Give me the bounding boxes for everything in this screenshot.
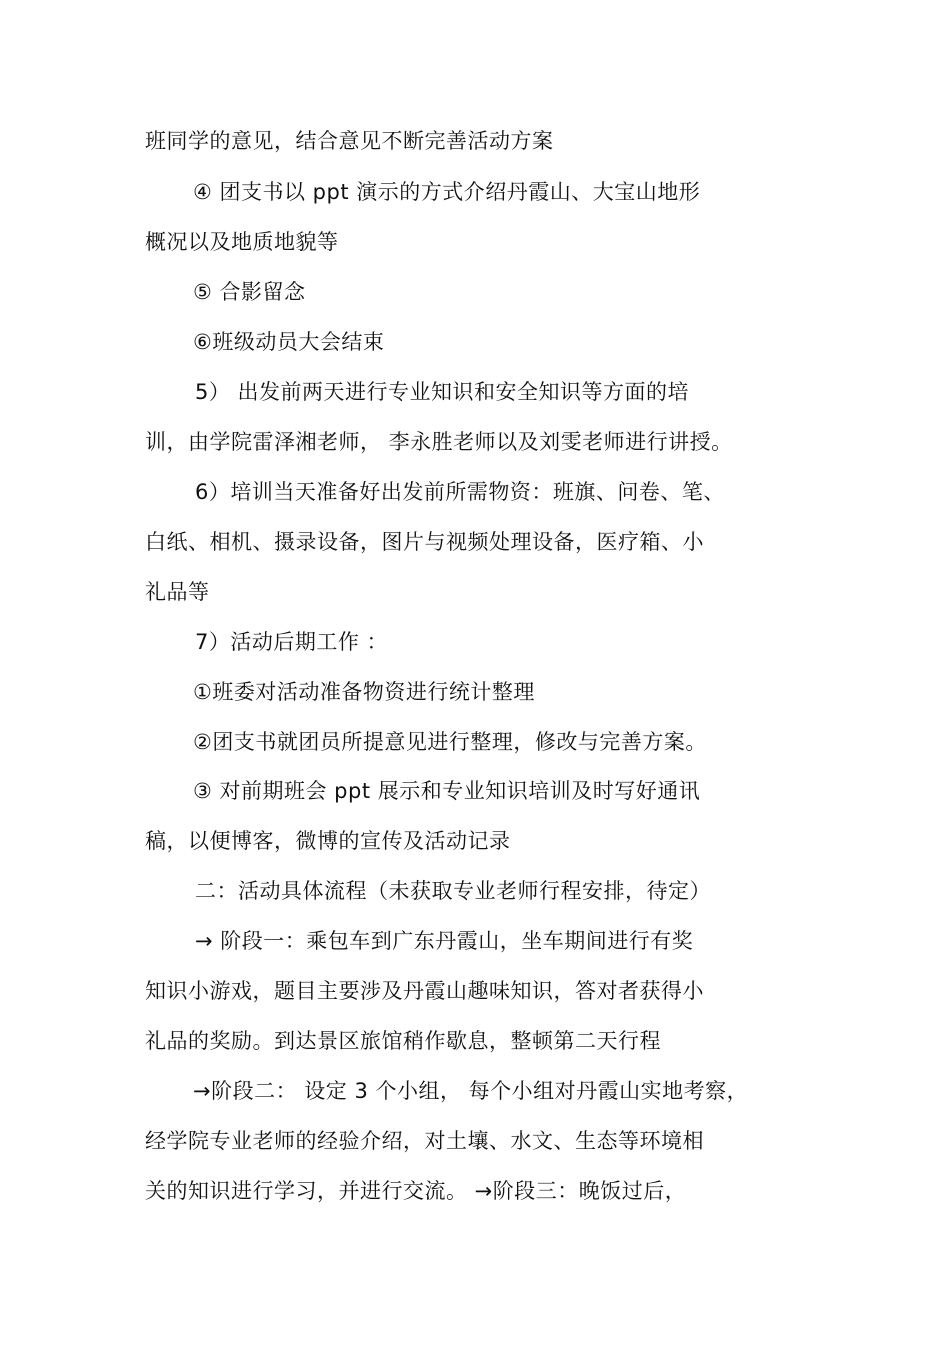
text-line-7: 训，由学院雷泽湘老师， 李永胜老师以及刘雯老师进行讲授。 [145,430,733,454]
text-line-12: ①班委对活动准备物资进行统计整理 [193,680,535,704]
text-line-9: 白纸、相机、摄录设备，图片与视频处理设备，医疗箱、小 [145,530,704,554]
text-line-8: 6）培训当天准备好出发前所需物资：班旗、问卷、笔、 [195,480,725,504]
text-line-19: 礼品的奖励。到达景区旅馆稍作歇息，整顿第二天行程 [145,1029,661,1053]
text-line-16: 二：活动具体流程（未获取专业老师行程安排，待定） [195,879,711,903]
text-line-5: ⑥班级动员大会结束 [193,330,385,354]
text-line-11: 7）活动后期工作 ： [195,630,389,654]
text-line-17: → 阶段一：乘包车到广东丹霞山，坐车期间进行有奖 [195,929,694,953]
text-line-20: →阶段二： 设定 3 个小组， 每个小组对丹霞山实地考察， [193,1079,749,1103]
text-line-2: ④ 团支书以 ppt 演示的方式介绍丹霞山、大宝山地形 [193,180,701,204]
text-line-10: 礼品等 [145,580,210,604]
text-line-22: 关的知识进行学习，并进行交流。 →阶段三：晚饭过后， [145,1179,687,1203]
text-line-6: 5） 出发前两天进行专业知识和安全知识等方面的培 [195,380,690,404]
text-line-3: 概况以及地质地貌等 [145,230,339,254]
text-line-14: ③ 对前期班会 ppt 展示和专业知识培训及时写好通讯 [193,779,701,803]
text-line-21: 经学院专业老师的经验介绍，对土壤、水文、生态等环境相 [145,1129,704,1153]
text-line-4: ⑤ 合影留念 [193,280,306,304]
text-line-13: ②团支书就团员所提意见进行整理，修改与完善方案。 [193,730,707,754]
text-line-18: 知识小游戏，题目主要涉及丹霞山趣味知识，答对者获得小 [145,979,704,1003]
text-line-1: 班同学的意见，结合意见不断完善活动方案 [145,129,554,153]
text-line-15: 稿，以便博客，微博的宣传及活动记录 [145,829,511,853]
